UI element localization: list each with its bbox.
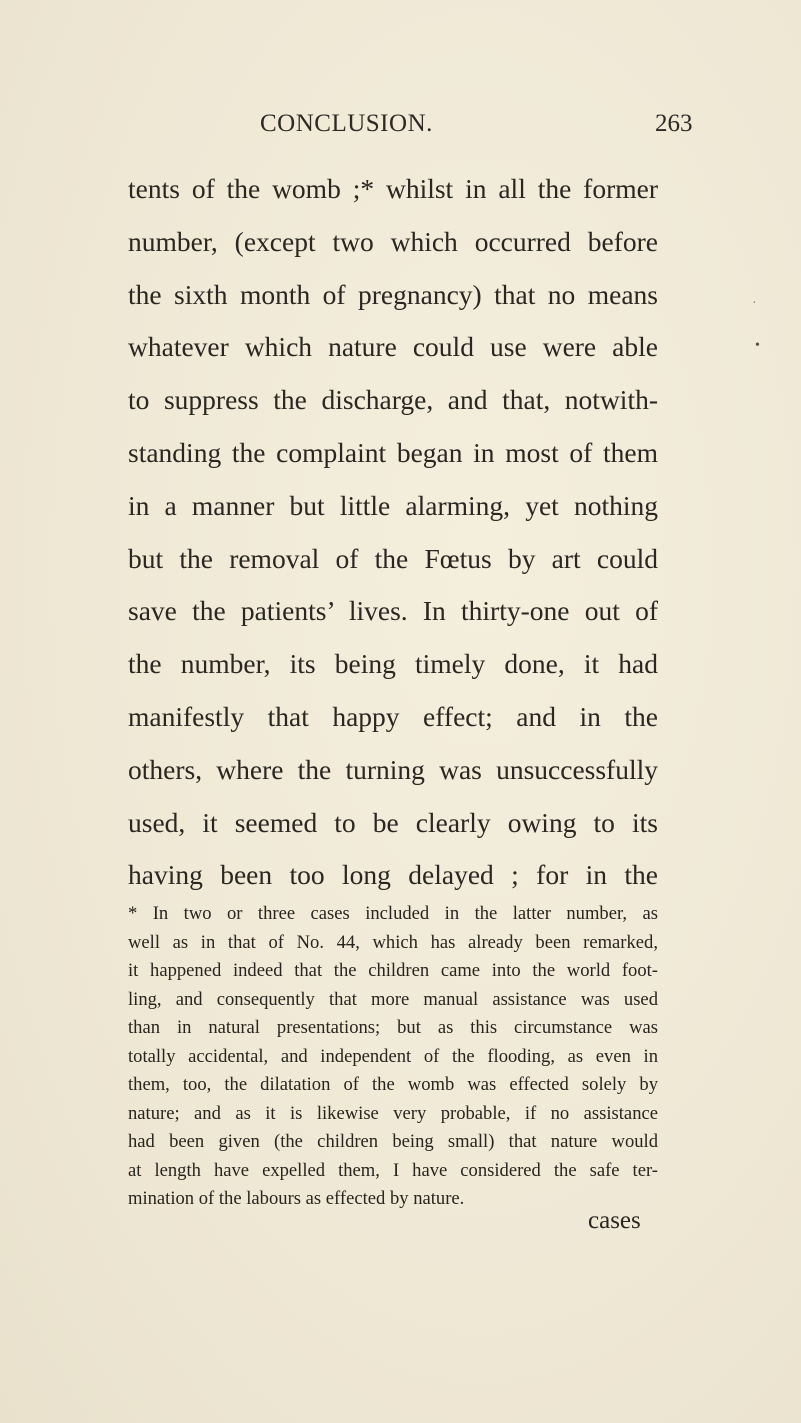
footnote xyxy=(128,900,658,1214)
text-line: the sixth month of pregnancy) that no means xyxy=(128,278,658,310)
running-head: CONCLUSION. xyxy=(260,110,433,137)
text-line: manifestly that happy effect; and in the xyxy=(128,700,658,732)
text-line: others, where the turning was unsuccessfully xyxy=(128,753,658,785)
footnote-line: well as in that of No. 44, which has already been remarked, xyxy=(128,931,658,953)
ink-speck: · xyxy=(752,296,757,311)
text-line: save the patients’ lives. In thirty-one out of xyxy=(128,595,658,627)
footnote-line: them, too, the dilatation of the womb was effected solely by xyxy=(128,1074,658,1095)
footnote-line: nature; and as it is likewise very probable, if no assistance xyxy=(128,1102,658,1124)
footnote-line: ling, and consequently that more manual assistance was used xyxy=(128,988,658,1010)
text-line: the number, its being timely done, it had xyxy=(128,648,658,680)
footnote-line: totally accidental, and independent of the flooding, as even in xyxy=(128,1045,658,1067)
footnote-line: than in natural presentations; but as this circumstance was xyxy=(128,1017,658,1038)
footnote-line: * In two or three cases included in the latter number, as xyxy=(128,903,658,924)
footnote-line: mination of the labours as effected by nature. xyxy=(128,1188,465,1209)
text-line: number, (except two which occurred before xyxy=(128,225,658,257)
text-line: in a manner but little alarming, yet nothing xyxy=(128,489,658,521)
text-line: used, it seemed to be clearly owing to its xyxy=(128,806,658,838)
text-line: whatever which nature could use were able xyxy=(128,331,658,363)
catchword: cases xyxy=(588,1207,641,1234)
text-line: standing the complaint began in most of them xyxy=(128,436,658,468)
footnote-line: it happened indeed that the children came into the world foot- xyxy=(128,960,658,981)
body-text xyxy=(128,163,658,902)
ink-speck: • xyxy=(755,338,760,353)
footnote-line: at length have expelled them, I have considered the safe ter- xyxy=(128,1159,658,1181)
page-number: 263 xyxy=(655,110,693,137)
footnote-line: had been given (the children being small) that nature would xyxy=(128,1131,658,1152)
text-line: having been too long delayed ; for in the xyxy=(128,859,658,891)
text-line: but the removal of the Fœtus by art could xyxy=(128,542,658,574)
text-line: tents of the womb ;* whilst in all the former xyxy=(128,173,658,204)
page-header xyxy=(0,110,801,150)
text-line: to suppress the discharge, and that, notwith- xyxy=(128,384,658,416)
